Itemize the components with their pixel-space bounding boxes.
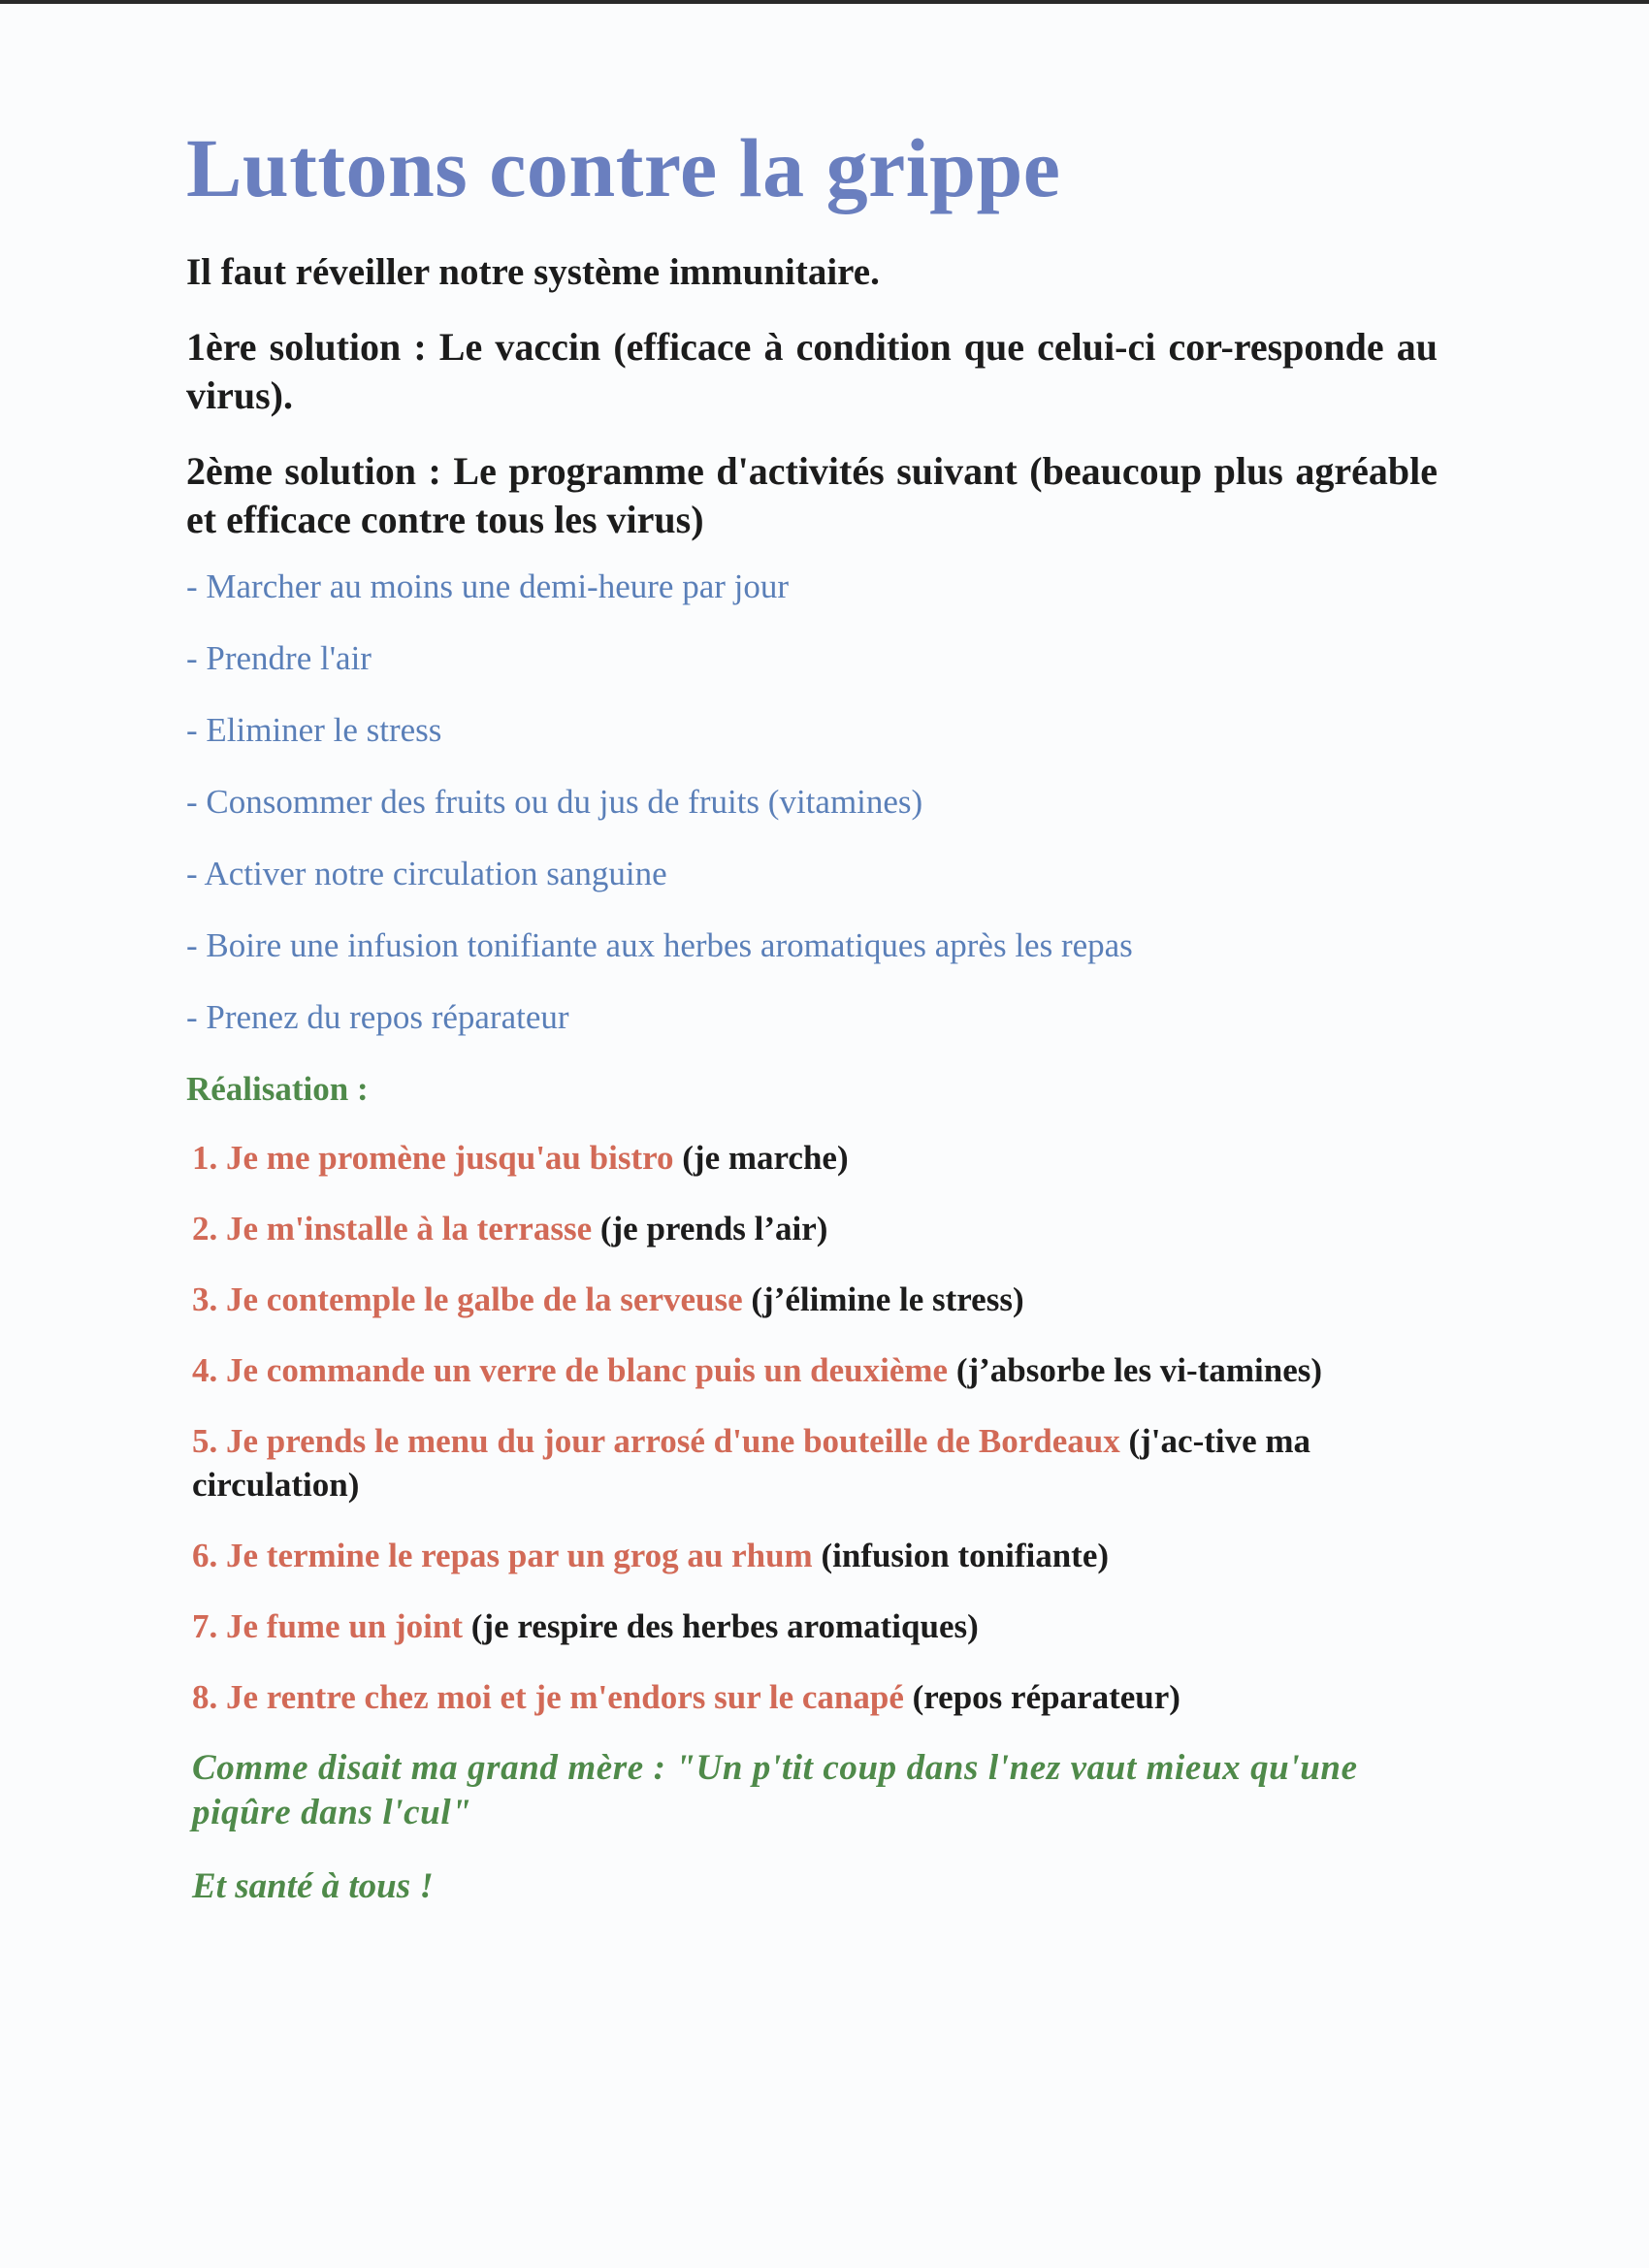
step-item xyxy=(192,1534,1438,1577)
activity-item: - Consommer des fruits ou du jus de fruits (vitamines) xyxy=(186,783,923,821)
activity-item: - Prendre l'air xyxy=(186,639,372,677)
step-action: 2. Je m'installe à la terrasse xyxy=(192,1210,593,1247)
step-item xyxy=(192,1348,1438,1392)
step-note: (je prends l’air) xyxy=(599,1210,828,1247)
scan-top-edge xyxy=(0,0,1649,4)
step-note: (je marche) xyxy=(682,1139,849,1177)
step-action: 8. Je rentre chez moi et je m'endors sur le canapé xyxy=(192,1678,904,1716)
activity-item: - Marcher au moins une demi-heure par jour xyxy=(186,567,790,605)
step-item xyxy=(192,1278,1438,1321)
step-note: (repos réparateur) xyxy=(912,1678,1180,1716)
activity-list xyxy=(186,566,1438,1039)
activity-item: - Prenez du repos réparateur xyxy=(186,998,569,1036)
realisation-steps xyxy=(192,1136,1438,1719)
document-page xyxy=(186,114,1438,1909)
step-note: (j’élimine le stress) xyxy=(751,1280,1024,1318)
solution-2: 2ème solution : Le programme d'activités suivant (beaucoup plus agréable et efficace contre tous les virus) xyxy=(186,449,1438,541)
solution-1: 1ère solution : Le vaccin (efficace à condition que celui-ci cor-responde au virus). xyxy=(186,325,1438,417)
step-action: 4. Je commande un verre de blanc puis un deuxième xyxy=(192,1351,949,1389)
step-note: (je respire des herbes aromatiques) xyxy=(470,1607,979,1645)
grandmother-quote: Comme disait ma grand mère : "Un p'tit coup dans l'nez vaut mieux qu'une piqûre dans l'cul" xyxy=(192,1748,1358,1832)
realisation-heading: Réalisation : xyxy=(186,1070,369,1108)
document-title: Luttons contre la grippe xyxy=(186,121,1061,214)
step-item xyxy=(192,1207,1438,1250)
step-action: 5. Je prends le menu du jour arrosé d'une bouteille de Bordeaux xyxy=(192,1422,1120,1460)
step-item xyxy=(192,1136,1438,1180)
step-note: (j’absorbe les vi-tamines) xyxy=(955,1351,1322,1389)
step-item xyxy=(192,1419,1438,1507)
step-action: 1. Je me promène jusqu'au bistro xyxy=(192,1139,674,1177)
activity-item: - Activer notre circulation sanguine xyxy=(186,855,667,892)
step-action: 7. Je fume un joint xyxy=(192,1607,464,1645)
closing-line: Et santé à tous ! xyxy=(192,1866,434,1906)
step-action: 6. Je termine le repas par un grog au rhum xyxy=(192,1537,813,1574)
step-note: (j'ac-tive ma circulation) xyxy=(192,1422,1311,1504)
intro-text: Il faut réveiller notre système immunitaire. xyxy=(186,251,880,293)
step-note: (infusion tonifiante) xyxy=(821,1537,1110,1574)
step-item xyxy=(192,1604,1438,1648)
step-item xyxy=(192,1675,1438,1719)
step-action: 3. Je contemple le galbe de la serveuse xyxy=(192,1280,743,1318)
activity-item: - Eliminer le stress xyxy=(186,711,442,749)
activity-item: - Boire une infusion tonifiante aux herbes aromatiques après les repas xyxy=(186,926,1133,964)
